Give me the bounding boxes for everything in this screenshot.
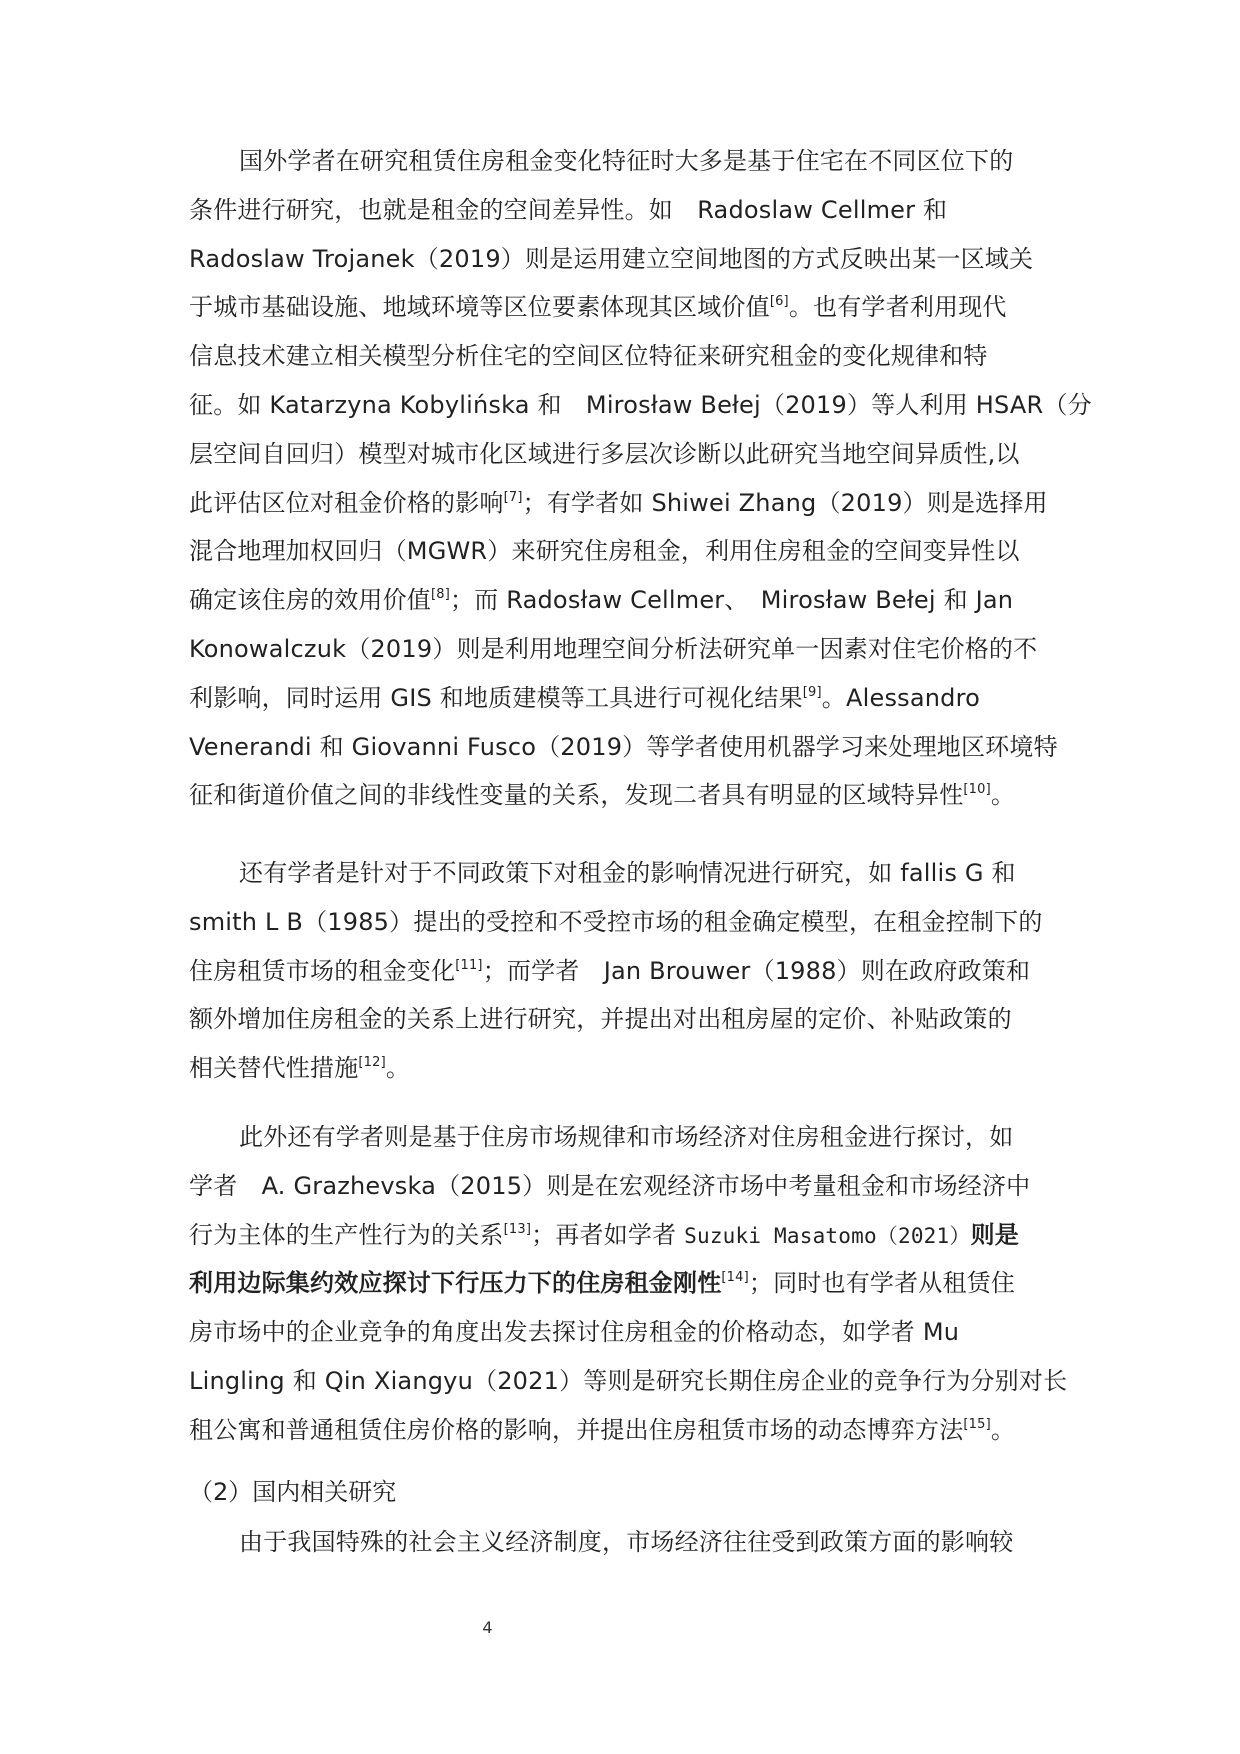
text-line: Lingling 和 Qin Xiangyu（2021）等则是研究长期住房企业的竞争行为分别对长: [189, 1366, 1068, 1395]
text-segment: 此评估区位对租金价格的影响: [189, 488, 504, 517]
bold-text: 利用边际集约效应探讨下行压力下的住房租金刚性: [189, 1269, 722, 1298]
citation-ref: [13]: [503, 1221, 532, 1237]
text-line: smith L B（1985）提出的受控和不受控市场的租金确定模型，在租金控制下的: [189, 907, 1043, 936]
text-line: Konowalczuk（2019）则是利用地理空间分析法研究单一因素对住宅价格的不: [189, 634, 1038, 663]
citation-ref: [11]: [455, 957, 483, 973]
section-heading: （2）国内相关研究: [189, 1478, 397, 1506]
citation-ref: [8]: [431, 587, 451, 603]
text-line: 学者 A. Grazhevska（2015）则是在宏观经济市场中考量租金和市场经济中: [189, 1171, 1031, 1200]
text-segment: ；同时也有学者从租赁住: [748, 1269, 1016, 1298]
text-segment: 于城市基础设施、地域环境等区位要素体现其区域价值: [189, 293, 770, 322]
text-segment: 征和街道价值之间的非线性变量的关系，发现二者具有明显的区域特异性: [189, 781, 964, 810]
text-line: 国外学者在研究租赁住房租金变化特征时大多是基于住宅在不同区位下的: [239, 147, 1014, 175]
text-segment: ；而学者 Jan Brouwer（1988）则在政府政策和: [482, 956, 1031, 985]
text-line: 额外增加住房租金的关系上进行研究，并提出对出租房屋的定价、补贴政策的: [189, 1005, 1012, 1034]
text-segment: 利影响，同时运用 GIS 和地质建模等工具进行可视化结果: [189, 683, 803, 712]
text-segment: 。: [385, 1054, 411, 1083]
text-line: 此外还有学者则是基于住房市场规律和市场经济对住房租金进行探讨，如: [239, 1123, 1014, 1151]
text-line: 还有学者是针对于不同政策下对租金的影响情况进行研究，如 fallis G 和: [239, 859, 1016, 887]
text-line: Venerandi 和 Giovanni Fusco（2019）等学者使用机器学习来处理地区环境特: [189, 732, 1058, 761]
citation-ref: [10]: [963, 782, 991, 798]
text-line: 信息技术建立相关模型分析住宅的空间区位特征来研究租金的变化规律和特: [189, 342, 988, 371]
text-line: [189, 947, 1059, 996]
paragraph-policy-rent: [189, 849, 1059, 1093]
text-line: 混合地理加权回归（MGWR）来研究住房租金，利用住房租金的空间变异性以: [189, 537, 1020, 566]
text-line: 房市场中的企业竞争的角度出发去探讨住房租金的价格动态，如学者 Mu: [189, 1318, 960, 1347]
text-line: [189, 479, 1059, 528]
citation-ref: [14]: [721, 1270, 749, 1286]
author-name-mono: Suzuki Masatomo（2021）: [684, 1223, 971, 1248]
text-line: [189, 283, 1059, 332]
text-line: [189, 1406, 1059, 1455]
page-number: 4: [482, 1618, 493, 1637]
citation-ref: [12]: [358, 1055, 386, 1071]
text-segment: 相关替代性措施: [189, 1054, 359, 1083]
text-segment: 。也有学者利用现代: [788, 293, 1007, 322]
text-line: [189, 576, 1059, 625]
text-segment: 租公寓和普通租赁住房价格的影响，并提出住房租赁市场的动态博弈方法: [189, 1415, 964, 1444]
text-segment: ；而 Radosław Cellmer、 Mirosław Bełej 和 Jan: [450, 586, 1014, 615]
paragraph-foreign-rent-spatial: [189, 137, 1092, 820]
text-segment: 。: [990, 1415, 1016, 1444]
text-line: 由于我国特殊的社会主义经济制度，市场经济往往受到政策方面的影响较: [239, 1528, 1014, 1556]
text-segment: 行为主体的生产性行为的关系: [189, 1220, 504, 1249]
text-line: [189, 1259, 1059, 1308]
text-line: 征。如 Katarzyna Kobylińska 和 Mirosław Bełej（2019）等人利用 HSAR（分: [189, 390, 1092, 419]
citation-ref: [6]: [769, 294, 789, 310]
text-line: 层空间自回归）模型对城市化区域进行多层次诊断以此研究当地空间异质性,以: [189, 439, 1020, 468]
text-line: [189, 1044, 1059, 1093]
paragraph-domestic-research: [189, 1518, 1059, 1567]
text-segment: ；再者如学者: [531, 1220, 685, 1249]
text-segment: 。: [990, 781, 1016, 810]
text-segment: 。Alessandro: [821, 683, 981, 712]
text-segment: 住房租赁市场的租金变化: [189, 956, 456, 985]
bold-text: 则是: [970, 1220, 1019, 1249]
text-segment: ；有学者如 Shiwei Zhang（2019）则是选择用: [522, 488, 1048, 517]
text-line: [189, 1211, 1059, 1260]
text-segment: 确定该住房的效用价值: [189, 586, 431, 615]
text-line: 条件进行研究，也就是租金的空间差异性。如 Radoslaw Cellmer 和: [189, 195, 948, 224]
citation-ref: [9]: [802, 684, 822, 700]
paragraph-market-rent: [189, 1113, 1068, 1455]
citation-ref: [7]: [503, 489, 523, 505]
text-line: Radoslaw Trojanek（2019）则是运用建立空间地图的方式反映出某一区域关: [189, 244, 1034, 273]
text-line: [189, 674, 1059, 723]
text-line: [189, 771, 1059, 820]
citation-ref: [15]: [963, 1416, 991, 1432]
